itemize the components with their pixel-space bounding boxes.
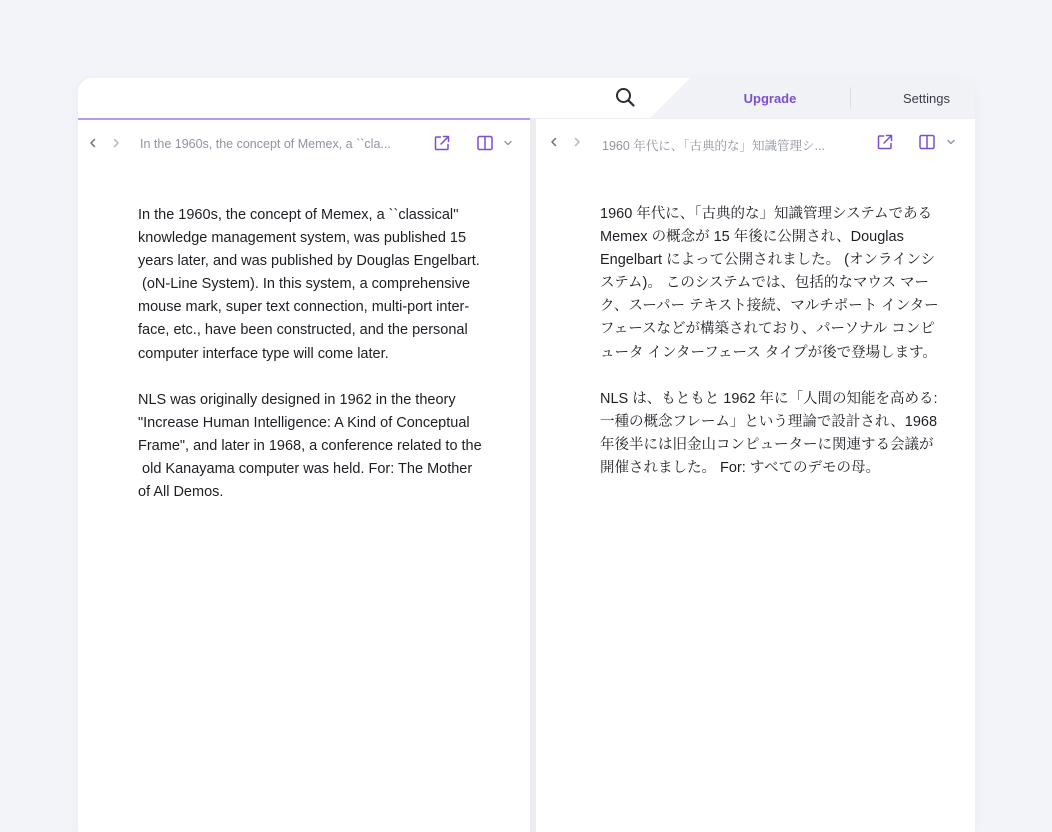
text-line: ク、スーパー テキスト接続、マルチポート インター [600, 298, 939, 315]
text-line: "Increase Human Intelligence: A Kind of Conceptual [138, 414, 470, 431]
right-pane-title: 1960 年代に、「古典的な」知識管理シ... [602, 139, 825, 153]
right-paragraph-1 [600, 203, 972, 365]
text-line: face, etc., have been constructed, and the personal [138, 322, 468, 339]
right-forward-button[interactable] [568, 133, 586, 151]
text-line: 年後半には旧金山コンピューターに関連する会議が [600, 436, 934, 453]
text-line: years later, and was published by Douglas Engelbart. [138, 253, 480, 270]
text-line: NLS は、もともと 1962 年に「人間の知能を高める: [600, 390, 938, 407]
left-split-view-button[interactable] [475, 133, 495, 153]
right-open-external-button[interactable] [875, 132, 895, 152]
text-line: ステム)。 このシステムでは、包括的なマウス マー [600, 275, 929, 292]
chevron-right-icon [111, 138, 121, 148]
left-pane-content [138, 204, 518, 527]
left-view-dropdown-button[interactable] [501, 133, 515, 153]
left-paragraph-2 [138, 389, 518, 504]
text-line: Memex の概念が 15 年後に公開され、Douglas [600, 229, 904, 246]
left-paragraph-1 [138, 204, 518, 366]
text-line: computer interface type will come later. [138, 345, 389, 362]
text-line: NLS was originally designed in 1962 in the theory [138, 391, 456, 408]
chevron-left-icon [88, 138, 98, 148]
chevron-right-icon [572, 137, 582, 147]
left-pane-header [78, 120, 530, 168]
right-back-button[interactable] [545, 133, 563, 151]
open-external-icon [876, 133, 894, 151]
text-line: 開催されました。 For: すべてのデモの母。 [600, 459, 881, 476]
tab-strip-edge [650, 78, 690, 118]
text-line: 1960 年代に、「古典的な」知識管理システムである [600, 206, 933, 222]
text-line: (oN-Line System). In this system, a comprehensive [138, 276, 471, 293]
chevron-left-icon [549, 137, 559, 147]
text-line: In the 1960s, the concept of Memex, a ``classical'' [138, 207, 459, 223]
text-line: Engelbart によって公開されました。 (オンラインシ [600, 252, 936, 269]
right-view-dropdown-button[interactable] [944, 132, 958, 152]
text-line: knowledge management system, was published 15 [138, 230, 467, 247]
text-line: of All Demos. [138, 484, 224, 501]
tab-divider [850, 87, 851, 109]
right-pane [536, 118, 975, 832]
text-line: Frame", and later in 1968, a conference related to the [138, 437, 482, 454]
left-open-external-button[interactable] [432, 133, 452, 153]
left-back-button[interactable] [84, 134, 102, 152]
app-window [78, 78, 975, 832]
settings-label: Settings [903, 90, 950, 106]
right-pane-header [536, 119, 975, 167]
text-line: ュータ インターフェース タイプが後で登場します。 [600, 344, 937, 361]
split-view-icon [476, 134, 494, 152]
settings-button[interactable] [878, 78, 975, 118]
left-pane [78, 118, 530, 832]
split-view-icon [918, 133, 936, 151]
upgrade-label: Upgrade [743, 90, 797, 106]
left-forward-button[interactable] [107, 134, 125, 152]
right-split-view-button[interactable] [917, 132, 937, 152]
text-line: 一種の概念フレーム」という理論で設計され、1968 [600, 413, 938, 430]
left-pane-title: In the 1960s, the concept of Memex, a ``cla... [140, 137, 391, 151]
text-line: mouse mark, super text connection, multi-port inter- [138, 299, 470, 316]
chevron-down-icon [503, 138, 513, 148]
search-button[interactable] [613, 85, 637, 109]
chevron-down-icon [946, 137, 956, 147]
upgrade-button[interactable] [690, 78, 850, 118]
right-pane-content [600, 203, 972, 503]
search-icon [614, 86, 636, 108]
right-paragraph-2 [600, 388, 972, 480]
text-line: old Kanayama computer was held. For: The Mother [138, 460, 473, 477]
open-external-icon [433, 134, 451, 152]
text-line: フェースなどが構築されており、パーソナル コンピ [600, 321, 935, 338]
